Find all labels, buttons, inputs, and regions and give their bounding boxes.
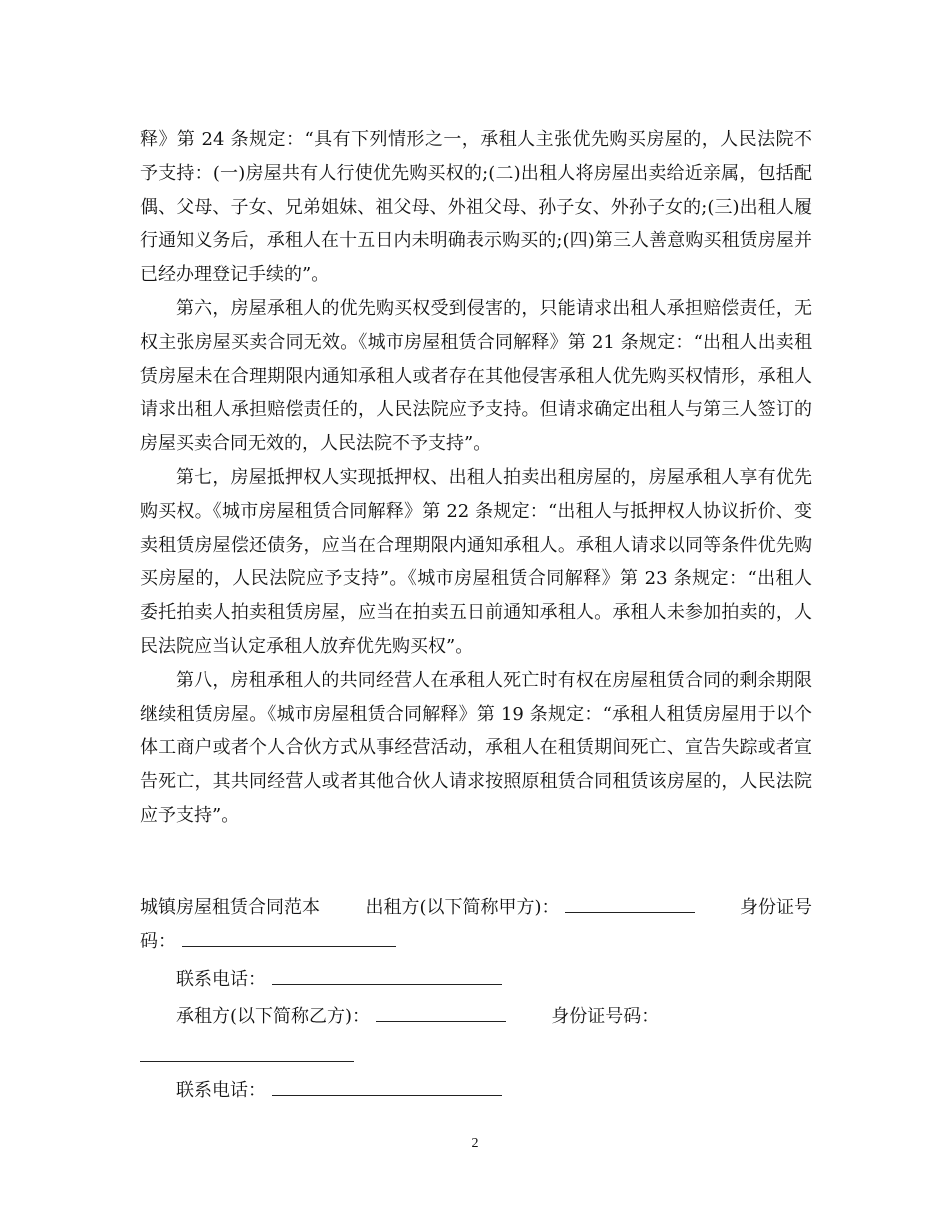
form-row-lessor-id <box>140 925 396 959</box>
body-text <box>140 123 812 833</box>
page-number: 2 <box>471 1136 479 1151</box>
lessee-phone-blank <box>272 1077 502 1096</box>
paragraph-sixth: 第六，房屋承租人的优先购买权受到侵害的，只能请求出租人承担赔偿责任，无权主张房屋买卖合同无效。《城市房屋租赁合同解释》第 21 条规定：“出租人出卖租赁房屋未在合理期限内通知承租人或者存在其他侵害承租人优先购买权情形，承租人请求出租人承担赔偿责任的，人民法院应予支持。但请求确定出租人与第三人签订的房屋买卖合同无效的，人民法院不予支持”。 <box>140 297 812 455</box>
lessor-id-blank <box>182 928 396 947</box>
lessor-phone-label: 联系电话： <box>176 969 266 990</box>
form-row-lessor-phone <box>176 963 502 997</box>
lessor-name-blank <box>565 894 695 913</box>
form-row-lessor <box>140 891 812 925</box>
contract-title: 城镇房屋租赁合同范本 <box>140 897 320 918</box>
lessor-id-label: 身份证号 <box>740 897 812 918</box>
lessee-label: 承租方(以下简称乙方)： <box>176 1006 371 1027</box>
lessor-label: 出租方(以下简称甲方)： <box>365 897 560 918</box>
lessee-id-blank <box>140 1043 354 1062</box>
form-row-lessee <box>176 1000 659 1034</box>
form-row-lessee-phone <box>176 1074 502 1108</box>
lessee-id-label: 身份证号码： <box>551 1006 660 1027</box>
paragraph-eighth: 第八，房租承租人的共同经营人在承租人死亡时有权在房屋租赁合同的剩余期限继续租赁房屋。《城市房屋租赁合同解释》第 19 条规定：“承租人租赁房屋用于以个体工商户或者个人合伙方式从事经营活动，承租人在租赁期间死亡、宣告失踪或者宣告死亡，其共同经营人或者其他合伙人请求按照原租赁合同租赁该房屋的，人民法院应予支持”。 <box>140 669 812 826</box>
lessee-phone-label: 联系电话： <box>176 1080 266 1101</box>
paragraph-continuation: 释》第 24 条规定：“具有下列情形之一，承租人主张优先购买房屋的，人民法院不予支持：(一)房屋共有人行使优先购买权的;(二)出租人将房屋出卖给近亲属，包括配偶、父母、子女、兄弟姐妹、祖父母、外祖父母、孙子女、外孙子女的;(三)出租人履行通知义务后，承租人在十五日内未明确表示购买的;(四)第三人善意购买租赁房屋并已经办理登记手续的”。 <box>140 129 812 286</box>
paragraph-seventh: 第七，房屋抵押权人实现抵押权、出租人拍卖出租房屋的，房屋承租人享有优先购买权。《城市房屋租赁合同解释》第 22 条规定：“出租人与抵押权人协议折价、变卖租赁房屋偿还债务，应当在合理期限内通知承租人。承租人请求以同等条件优先购买房屋的，人民法院应予支持”。《城市房屋租赁合同解释》第 23 条规定：“出租人委托拍卖人拍卖租赁房屋，应当在拍卖五日前通知承租人。承租人未参加拍卖的，人民法院应当认定承租人放弃优先购买权”。 <box>140 466 812 657</box>
form-row-lessee-id <box>140 1040 354 1074</box>
lessor-phone-blank <box>272 966 502 985</box>
lessee-name-blank <box>376 1003 506 1022</box>
lessor-id-label-cont: 码： <box>140 931 176 952</box>
